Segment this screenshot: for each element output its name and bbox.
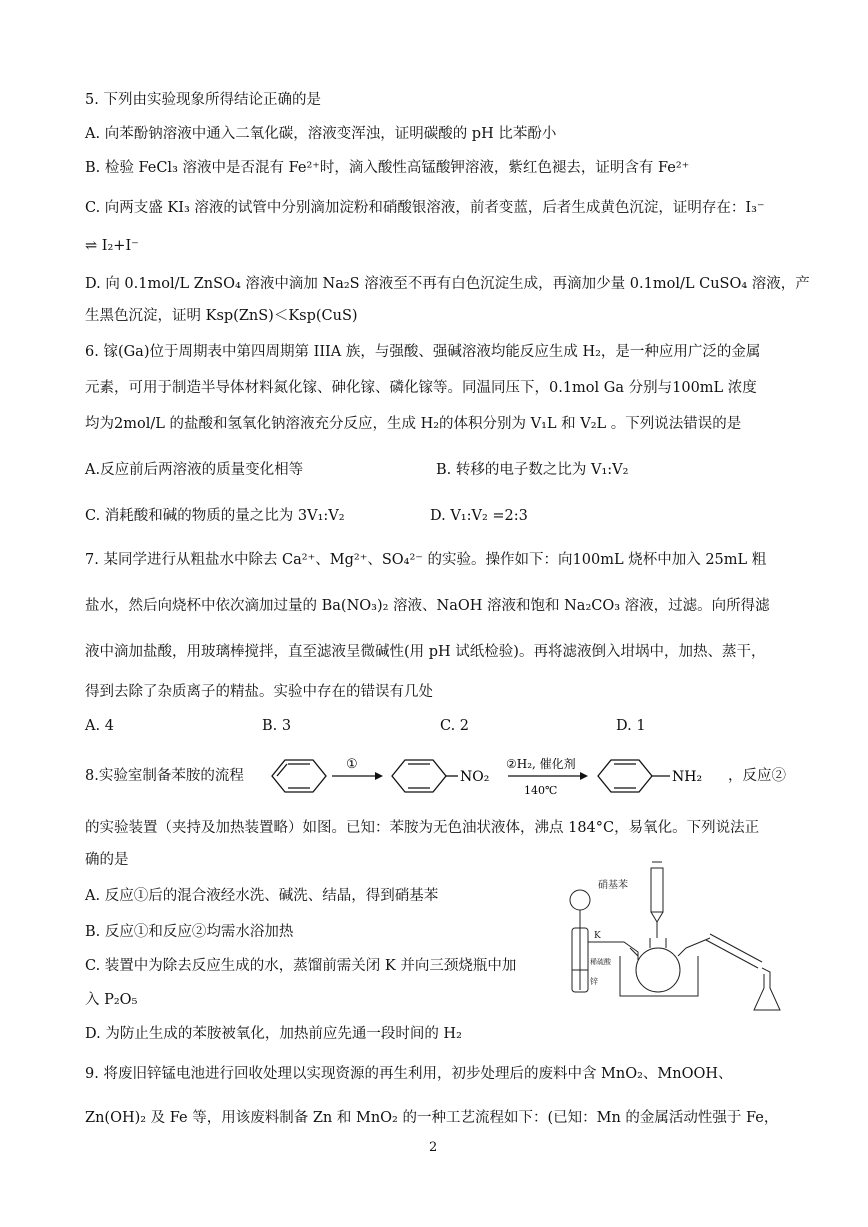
q6-line1: 6. 镓(Ga)位于周期表中第四周期第 IIIA 族，与强酸、强碱溶液均能反应生成 H₂，是一种应用广泛的金属 bbox=[85, 344, 761, 360]
q7-option-a: A. 4 bbox=[85, 718, 114, 734]
nitro-group-label: NO₂ bbox=[460, 769, 490, 785]
q8-option-d: D. 为防止生成的苯胺被氧化，加热前应先通一段时间的 H₂ bbox=[85, 1026, 462, 1042]
q8-option-c-line2: 入 P₂O₅ bbox=[85, 992, 138, 1008]
q7-option-d: D. 1 bbox=[616, 718, 646, 734]
q8-lead: 8.实验室制备苯胺的流程 bbox=[85, 768, 244, 784]
q6-option-b: B. 转移的电子数之比为 V₁:V₂ bbox=[436, 462, 629, 478]
q5-option-d-line1: D. 向 0.1mol/L ZnSO₄ 溶液中滴加 Na₂S 溶液至不再有白色沉淀生成，再滴加少量 0.1mol/L CuSO₄ 溶液，产 bbox=[85, 276, 810, 292]
q7-line4: 得到去除了杂质离子的精盐。实验中存在的错误有几处 bbox=[85, 684, 433, 700]
condition-top: ②H₂, 催化剂 bbox=[506, 757, 576, 771]
q6-line2: 元素，可用于制造半导体材料氮化镓、砷化镓、磷化镓等。同温同压下，0.1mol Ga 分别与100mL 浓度 bbox=[85, 380, 757, 396]
q6-option-d: D. V₁:V₂ =2:3 bbox=[430, 508, 528, 524]
q6-line3: 均为2mol/L 的盐酸和氢氧化钠溶液充分反应，生成 H₂的体积分别为 V₁L 和 V₂L 。下列说法错误的是 bbox=[85, 416, 742, 432]
q8-line3: 确的是 bbox=[85, 852, 129, 868]
q5-stem: 5. 下列由实验现象所得结论正确的是 bbox=[85, 92, 321, 108]
q8-option-c-line1: C. 装置中为除去反应生成的水，蒸馏前需关闭 K 并向三颈烧瓶中加 bbox=[85, 958, 517, 974]
q7-line1: 7. 某同学进行从粗盐水中除去 Ca²⁺、Mg²⁺、SO₄²⁻ 的实验。操作如下：向100mL 烧杯中加入 25mL 粗 bbox=[85, 552, 767, 568]
q7-option-b: B. 3 bbox=[262, 718, 292, 734]
q8-stem-tail: ，反应② bbox=[728, 768, 786, 784]
q6-option-c: C. 消耗酸和碱的物质的量之比为 3V₁:V₂ bbox=[85, 508, 345, 524]
q6-option-a: A.反应前后两溶液的质量变化相等 bbox=[85, 462, 304, 478]
q5-option-a: A. 向苯酚钠溶液中通入二氧化碳，溶液变浑浊，证明碳酸的 pH 比苯酚小 bbox=[85, 126, 557, 142]
label-acid: 稀硫酸 bbox=[590, 958, 611, 966]
label-zinc: 锌 bbox=[590, 977, 598, 986]
q9-line2: Zn(OH)₂ 及 Fe 等，用该废料制备 Zn 和 MnO₂ 的一种工艺流程如下：(已知：Mn 的金属活动性强于 Fe， bbox=[85, 1110, 779, 1126]
aniline-synthesis-scheme bbox=[250, 748, 770, 804]
q7-line3: 液中滴加盐酸，用玻璃棒搅拌，直至滤液呈微碱性(用 pH 试纸检验)。再将滤液倒入坩埚中，加热、蒸干， bbox=[85, 644, 766, 660]
q5-option-c-line2: ⇌ I₂+I⁻ bbox=[85, 238, 139, 254]
q7-line2: 盐水，然后向烧杯中依次滴加过量的 Ba(NO₃)₂ 溶液、NaOH 溶液和饱和 Na₂CO₃ 溶液，过滤。向所得滤 bbox=[85, 598, 770, 614]
q5-option-b: B. 检验 FeCl₃ 溶液中是否混有 Fe²⁺时，滴入酸性高锰酸钾溶液，紫红色褪去，证明含有 Fe²⁺ bbox=[85, 160, 690, 176]
step1-label: ① bbox=[346, 757, 358, 772]
q8-option-b: B. 反应①和反应②均需水浴加热 bbox=[85, 924, 294, 940]
benzene-ring-icon bbox=[272, 760, 326, 792]
amino-group-label: NH₂ bbox=[672, 769, 703, 785]
label-nitrobenzene: 硝基苯 bbox=[598, 880, 628, 891]
q8-option-a: A. 反应①后的混合液经水洗、碱洗、结晶，得到硝基苯 bbox=[85, 888, 439, 904]
condition-bottom: 140℃ bbox=[524, 784, 558, 797]
q8-line2: 的实验装置（夹持及加热装置略）如图。已知：苯胺为无色油状液体，沸点 184°C，易氧化。下列说法正 bbox=[85, 820, 760, 836]
q5-option-c-line1: C. 向两支盛 KI₃ 溶液的试管中分别滴加淀粉和硝酸银溶液，前者变蓝，后者生成黄色沉淀，证明存在：I₃⁻ bbox=[85, 200, 765, 216]
page-number: 2 bbox=[429, 1140, 438, 1155]
q5-option-d-line2: 生黑色沉淀，证明 Ksp(ZnS)＜Ksp(CuS) bbox=[85, 308, 358, 324]
apparatus-figure bbox=[558, 860, 788, 1020]
label-k: K bbox=[594, 931, 601, 941]
q9-line1: 9. 将废旧锌锰电池进行回收处理以实现资源的再生利用，初步处理后的废料中含 MnO₂、MnOOH、 bbox=[85, 1066, 733, 1082]
q7-option-c: C. 2 bbox=[440, 718, 470, 734]
